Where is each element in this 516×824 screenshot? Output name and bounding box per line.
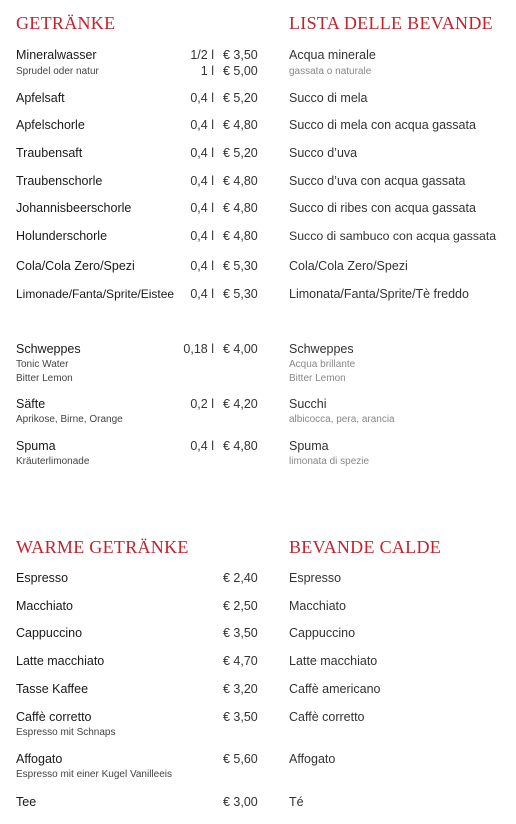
item-size: 0,4 l [190, 201, 214, 215]
item-name-de: Schweppes [16, 342, 81, 356]
item-price: € 4,80 [223, 174, 258, 188]
item-size: 0,4 l [190, 118, 214, 132]
item-name-it: Succo d’uva [289, 146, 358, 160]
item-description-de: Espresso mit einer Kugel Vanilleeis [16, 769, 173, 780]
item-name-it: Caffè corretto [289, 710, 365, 724]
item-size: 0,4 l [190, 229, 214, 243]
item-price: € 5,20 [223, 91, 258, 105]
item-price: € 3,50 [223, 710, 258, 724]
item-price: € 3,50 [223, 48, 258, 62]
item-name-it: Macchiato [289, 599, 346, 613]
item-size: 0,4 l [190, 259, 214, 273]
section-title-lista-delle-bevande: LISTA DELLE BEVANDE [289, 13, 493, 33]
item-name-de: Traubensaft [16, 146, 83, 160]
item-name-it: Cola/Cola Zero/Spezi [289, 259, 408, 273]
item-size: 0,4 l [190, 287, 214, 301]
item-price: € 5,20 [223, 146, 258, 160]
item-description-it: albicocca, pera, arancia [289, 414, 395, 425]
item-description-de-2: Bitter Lemon [16, 373, 73, 384]
item-name-de: Traubenschorle [16, 174, 103, 188]
item-name-it: Succo di mela [289, 91, 368, 105]
item-price: € 4,70 [223, 654, 258, 668]
item-description-de: Tonic Water [16, 359, 69, 370]
item-name-de: Säfte [16, 397, 46, 411]
item-size: 1/2 l [190, 48, 214, 62]
item-description-it: limonata di spezie [289, 456, 370, 467]
item-price: € 4,80 [223, 439, 258, 453]
item-name-de: Apfelschorle [16, 118, 85, 132]
item-name-de: Espresso [16, 571, 69, 585]
item-name-de: Affogato [16, 752, 63, 766]
item-name-de: Spuma [16, 439, 56, 453]
item-description-de: Sprudel oder natur [16, 66, 99, 77]
item-name-de: Latte macchiato [16, 654, 105, 668]
item-size: 0,4 l [190, 91, 214, 105]
item-name-it: Affogato [289, 752, 336, 766]
item-name-it: Succo di ribes con acqua gassata [289, 201, 476, 215]
item-price: € 3,00 [223, 795, 258, 809]
item-price: € 3,50 [223, 626, 258, 640]
item-name-de: Tasse Kaffee [16, 682, 89, 696]
item-name-de: Cappuccino [16, 626, 83, 640]
item-name-it: Espresso [289, 571, 342, 585]
item-price: € 4,20 [223, 397, 258, 411]
section-title-getraenke: GETRÄNKE [16, 13, 116, 33]
item-description-de: Kräuterlimonade [16, 456, 90, 467]
section-title-bevande-calde: BEVANDE CALDE [289, 537, 442, 557]
item-description-it: Acqua brillante [289, 359, 356, 370]
item-name-it: Succhi [289, 397, 327, 411]
item-name-de: Cola/Cola Zero/Spezi [16, 259, 135, 273]
item-price: € 4,80 [223, 229, 258, 243]
item-size: 0,4 l [190, 146, 214, 160]
item-size: 0,2 l [190, 397, 214, 411]
item-price-2: € 5,00 [223, 64, 258, 78]
item-price: € 4,00 [223, 342, 258, 356]
item-name-it: Succo di sambuco con acqua gassata [289, 229, 497, 243]
item-name-de: Mineralwasser [16, 48, 97, 62]
item-name-it: Latte macchiato [289, 654, 378, 668]
item-description-it: gassata o naturale [289, 66, 372, 77]
item-price: € 5,30 [223, 259, 258, 273]
item-name-de: Johannisbeerschorle [16, 201, 132, 215]
item-name-it: Schweppes [289, 342, 354, 356]
item-name-de: Apfelsaft [16, 91, 65, 105]
item-description-de: Espresso mit Schnaps [16, 727, 116, 738]
section-title-warme-getraenke: WARME GETRÄNKE [16, 537, 189, 557]
item-price: € 4,80 [223, 201, 258, 215]
item-name-it: Succo di mela con acqua gassata [289, 118, 476, 132]
item-name-de: Limonade/Fanta/Sprite/Eistee [16, 287, 175, 301]
item-name-de: Tee [16, 795, 37, 809]
item-name-it: Cappuccino [289, 626, 356, 640]
item-name-it: Acqua minerale [289, 48, 376, 62]
item-name-it: Té [289, 795, 304, 809]
item-size: 0,4 l [190, 174, 214, 188]
item-price: € 3,20 [223, 682, 258, 696]
item-price: € 2,40 [223, 571, 258, 585]
item-name-de: Macchiato [16, 599, 73, 613]
item-name-it: Caffè americano [289, 682, 381, 696]
item-name-it: Limonata/Fanta/Sprite/Tè freddo [289, 287, 469, 301]
item-name-it: Spuma [289, 439, 329, 453]
item-price: € 2,50 [223, 599, 258, 613]
item-description-it-2: Bitter Lemon [289, 373, 346, 384]
item-size: 0,18 l [183, 342, 214, 356]
item-price: € 4,80 [223, 118, 258, 132]
item-price: € 5,30 [223, 287, 258, 301]
item-name-de: Caffè corretto [16, 710, 92, 724]
item-price: € 5,60 [223, 752, 258, 766]
item-name-de: Holunderschorle [16, 229, 108, 243]
item-name-it: Succo d’uva con acqua gassata [289, 174, 466, 188]
item-description-de: Aprikose, Birne, Orange [16, 414, 123, 425]
item-size: 0,4 l [190, 439, 214, 453]
item-size-2: 1 l [200, 64, 214, 78]
